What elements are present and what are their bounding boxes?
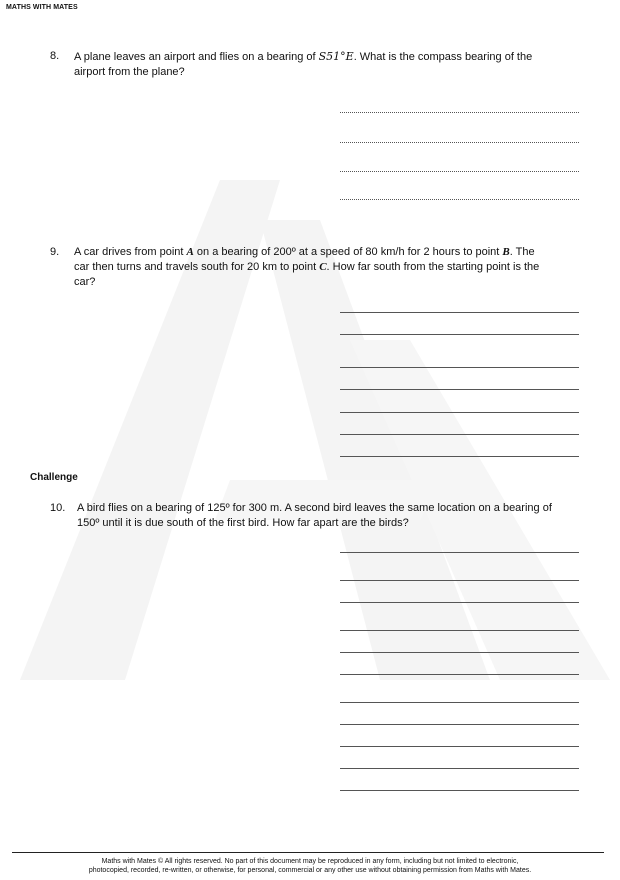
answer-line[interactable] [340,334,579,335]
challenge-heading: Challenge [30,472,78,483]
answer-line[interactable] [340,790,579,791]
answer-line[interactable] [340,746,579,747]
answer-line[interactable] [340,552,579,553]
answer-line[interactable] [340,112,579,113]
brand-header: MATHS WITH MATES [6,4,78,11]
answer-line[interactable] [340,171,579,172]
question-text: A car drives from point A on a bearing of 200º at a speed of 80 km/h for 2 hours to point B. The car then turns and travels south for 20 km to point C. How far south from the starting point is the car? [74,246,540,288]
question-10 [50,501,595,533]
answer-line[interactable] [340,367,579,368]
answer-line[interactable] [340,630,579,631]
answer-line[interactable] [340,702,579,703]
math-point-c: C [319,261,327,273]
answer-line[interactable] [340,724,579,725]
answer-line[interactable] [340,674,579,675]
question-number: 9. [50,246,60,258]
answer-line[interactable] [340,434,579,435]
footer-copyright: Maths with Mates © All rights reserved. No part of this document may be reproduced in any form, including but not limited to electronic, photocopied, recorded, re-written, or otherwise, for personal, commercial or any other use without obtaining permission from Maths with Mates. [88,858,532,874]
math-bearing: S51°E [318,50,354,63]
footer-divider [12,852,604,853]
question-8 [50,49,595,81]
question-9 [50,245,595,293]
answer-line[interactable] [340,199,579,200]
question-text: A plane leaves an airport and flies on a bearing of S51°E. What is the compass bearing of the airport from the plane? [74,50,533,78]
answer-line[interactable] [340,412,579,413]
answer-line[interactable] [340,456,579,457]
answer-line[interactable] [340,389,579,390]
question-text: A bird flies on a bearing of 125º for 300 m. A second bird leaves the same location on a bearing of 150º until it is due south of the first bird. How far apart are the birds? [77,502,552,529]
answer-line[interactable] [340,142,579,143]
answer-line[interactable] [340,602,579,603]
answer-line[interactable] [340,580,579,581]
question-number: 10. [50,502,66,514]
answer-line[interactable] [340,312,579,313]
question-number: 8. [50,50,60,62]
math-point-a: A [186,246,194,258]
answer-line[interactable] [340,652,579,653]
answer-line[interactable] [340,768,579,769]
math-point-b: B [502,246,510,258]
